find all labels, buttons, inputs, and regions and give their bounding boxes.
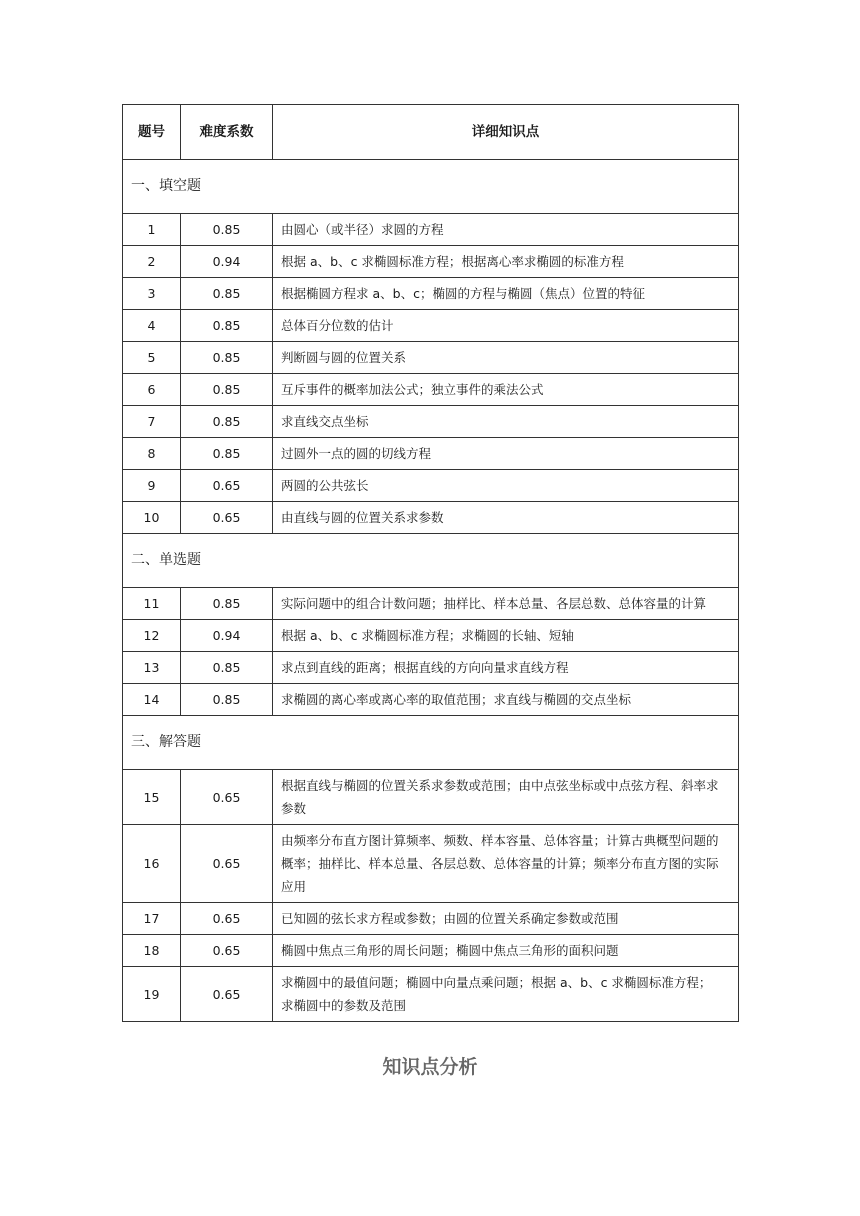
knowledge-line: 判断圆与圆的位置关系	[281, 350, 407, 365]
header-no: 题号	[123, 105, 181, 160]
knowledge-line: 由频率分布直方图计算频率、频数、样本容量、总体容量；计算古典概型问题的	[281, 833, 719, 848]
table-row	[123, 342, 739, 374]
question-number: 6	[123, 374, 181, 406]
knowledge-line: 概率；抽样比、样本总量、各层总数、总体容量的计算；频率分布直方图的实际	[281, 856, 719, 871]
knowledge-points	[273, 588, 739, 620]
question-number: 19	[123, 967, 181, 1022]
question-number: 12	[123, 620, 181, 652]
table-row	[123, 374, 739, 406]
question-number: 9	[123, 470, 181, 502]
question-number: 2	[123, 246, 181, 278]
table-row	[123, 502, 739, 534]
question-number: 10	[123, 502, 181, 534]
knowledge-table	[122, 104, 739, 1022]
knowledge-line: 求点到直线的距离；根据直线的方向向量求直线方程	[281, 660, 569, 675]
knowledge-line: 根据 a、b、c 求椭圆标准方程；求椭圆的长轴、短轴	[281, 628, 574, 643]
table-row	[123, 903, 739, 935]
question-number: 1	[123, 214, 181, 246]
question-number: 14	[123, 684, 181, 716]
knowledge-points	[273, 502, 739, 534]
question-number: 15	[123, 770, 181, 825]
table-row	[123, 406, 739, 438]
difficulty-value: 0.85	[181, 278, 273, 310]
difficulty-value: 0.85	[181, 342, 273, 374]
section-header-row	[123, 534, 739, 588]
section-header-row	[123, 716, 739, 770]
knowledge-line: 互斥事件的概率加法公式；独立事件的乘法公式	[281, 382, 544, 397]
table-row	[123, 620, 739, 652]
difficulty-value: 0.65	[181, 935, 273, 967]
table-row	[123, 246, 739, 278]
knowledge-line: 求直线交点坐标	[281, 414, 369, 429]
knowledge-points	[273, 470, 739, 502]
knowledge-line: 两圆的公共弦长	[281, 478, 369, 493]
knowledge-line: 过圆外一点的圆的切线方程	[281, 446, 432, 461]
knowledge-points	[273, 310, 739, 342]
knowledge-line: 求椭圆的离心率或离心率的取值范围；求直线与椭圆的交点坐标	[281, 692, 632, 707]
question-number: 11	[123, 588, 181, 620]
section-title: 知识点分析	[382, 1056, 478, 1078]
difficulty-value: 0.85	[181, 588, 273, 620]
knowledge-line: 椭圆中焦点三角形的周长问题；椭圆中焦点三角形的面积问题	[281, 943, 619, 958]
table-row	[123, 652, 739, 684]
table-row	[123, 825, 739, 903]
section-title-cell: 一、填空题	[123, 160, 739, 214]
knowledge-points	[273, 406, 739, 438]
knowledge-points	[273, 684, 739, 716]
header-difficulty: 难度系数	[181, 105, 273, 160]
table-row	[123, 935, 739, 967]
difficulty-value: 0.94	[181, 246, 273, 278]
knowledge-points	[273, 342, 739, 374]
knowledge-points	[273, 374, 739, 406]
difficulty-value: 0.94	[181, 620, 273, 652]
knowledge-points	[273, 967, 739, 1022]
table-body	[123, 160, 739, 1022]
knowledge-points	[273, 214, 739, 246]
knowledge-line: 应用	[281, 879, 307, 894]
table-row	[123, 470, 739, 502]
question-number: 17	[123, 903, 181, 935]
knowledge-line: 求椭圆中的参数及范围	[281, 998, 407, 1013]
knowledge-points	[273, 652, 739, 684]
knowledge-points	[273, 770, 739, 825]
knowledge-points	[273, 935, 739, 967]
question-number: 18	[123, 935, 181, 967]
difficulty-value: 0.65	[181, 967, 273, 1022]
difficulty-value: 0.65	[181, 903, 273, 935]
difficulty-value: 0.85	[181, 374, 273, 406]
section-title-cell: 二、单选题	[123, 534, 739, 588]
question-number: 8	[123, 438, 181, 470]
header-row	[123, 105, 739, 160]
knowledge-points	[273, 278, 739, 310]
knowledge-points	[273, 903, 739, 935]
knowledge-line: 实际问题中的组合计数问题；抽样比、样本总量、各层总数、总体容量的计算	[281, 596, 707, 611]
question-number: 3	[123, 278, 181, 310]
table-row	[123, 278, 739, 310]
difficulty-value: 0.65	[181, 770, 273, 825]
table-row	[123, 967, 739, 1022]
knowledge-line: 求椭圆中的最值问题；椭圆中向量点乘问题；根据 a、b、c 求椭圆标准方程；	[281, 975, 712, 990]
section-title-cell: 三、解答题	[123, 716, 739, 770]
knowledge-line: 由直线与圆的位置关系求参数	[281, 510, 444, 525]
table-row	[123, 684, 739, 716]
difficulty-value: 0.85	[181, 310, 273, 342]
difficulty-value: 0.85	[181, 652, 273, 684]
difficulty-value: 0.85	[181, 438, 273, 470]
knowledge-points	[273, 438, 739, 470]
knowledge-line: 根据直线与椭圆的位置关系求参数或范围；由中点弦坐标或中点弦方程、斜率求	[281, 778, 719, 793]
knowledge-points	[273, 825, 739, 903]
knowledge-line: 根据椭圆方程求 a、b、c；椭圆的方程与椭圆（焦点）位置的特征	[281, 286, 645, 301]
table-row	[123, 588, 739, 620]
difficulty-value: 0.85	[181, 684, 273, 716]
question-number: 13	[123, 652, 181, 684]
question-number: 16	[123, 825, 181, 903]
question-number: 4	[123, 310, 181, 342]
knowledge-line: 由圆心（或半径）求圆的方程	[281, 222, 444, 237]
section-header-row	[123, 160, 739, 214]
knowledge-points	[273, 246, 739, 278]
table-row	[123, 438, 739, 470]
difficulty-value: 0.65	[181, 470, 273, 502]
table-row	[123, 310, 739, 342]
knowledge-line: 已知圆的弦长求方程或参数；由圆的位置关系确定参数或范围	[281, 911, 619, 926]
knowledge-line: 参数	[281, 801, 307, 816]
header-knowledge: 详细知识点	[273, 105, 739, 160]
table-row	[123, 214, 739, 246]
difficulty-value: 0.85	[181, 406, 273, 438]
knowledge-line: 根据 a、b、c 求椭圆标准方程；根据离心率求椭圆的标准方程	[281, 254, 624, 269]
knowledge-line: 总体百分位数的估计	[281, 318, 394, 333]
difficulty-value: 0.65	[181, 502, 273, 534]
question-number: 7	[123, 406, 181, 438]
table-row	[123, 770, 739, 825]
question-number: 5	[123, 342, 181, 374]
difficulty-value: 0.65	[181, 825, 273, 903]
difficulty-value: 0.85	[181, 214, 273, 246]
knowledge-points	[273, 620, 739, 652]
